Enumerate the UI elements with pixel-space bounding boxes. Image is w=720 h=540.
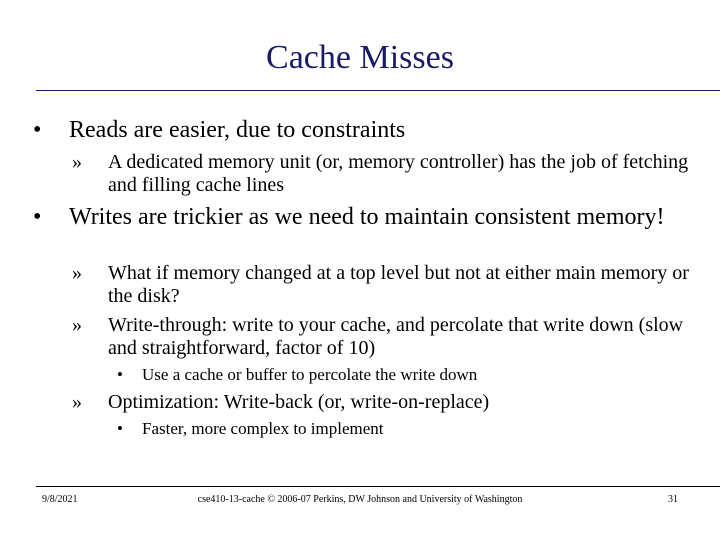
- sub-bullet-item: [72, 262, 690, 308]
- sub-sub-bullet-item: [117, 365, 677, 385]
- bullet-item: [33, 204, 693, 231]
- bullet-marker: •: [33, 204, 42, 230]
- footer-date: 9/8/2021: [42, 494, 78, 505]
- sub-bullet-text: Optimization: Write-back (or, write-on-replace): [108, 391, 490, 413]
- sub-bullet-text: What if memory changed at a top level but not at either main memory or the disk?: [108, 262, 689, 307]
- footer-page-number: 31: [668, 494, 678, 505]
- sub-sub-bullet-marker: •: [117, 365, 123, 384]
- sub-sub-bullet-item: [117, 419, 677, 439]
- sub-bullet-item: [72, 151, 690, 197]
- sub-sub-bullet-text: Use a cache or buffer to percolate the write down: [142, 365, 478, 384]
- sub-bullet-item: [72, 391, 690, 414]
- bullet-marker: •: [33, 117, 42, 143]
- title-divider: [36, 90, 720, 91]
- sub-bullet-text: A dedicated memory unit (or, memory controller) has the job of fetching and filling cache lines: [108, 151, 689, 196]
- sub-bullet-marker: »: [72, 151, 82, 173]
- bullet-item: [33, 117, 693, 144]
- sub-bullet-text: Write-through: write to your cache, and percolate that write down (slow and straightforward, factor of 10): [108, 314, 684, 359]
- bullet-text: Writes are trickier as we need to maintain consistent memory!: [69, 204, 665, 230]
- sub-sub-bullet-marker: •: [117, 419, 123, 438]
- bullet-text: Reads are easier, due to constraints: [69, 117, 406, 143]
- sub-bullet-marker: »: [72, 314, 82, 336]
- sub-sub-bullet-text: Faster, more complex to implement: [142, 419, 384, 438]
- sub-bullet-marker: »: [72, 262, 82, 284]
- footer-credit: cse410-13-cache © 2006-07 Perkins, DW Johnson and University of Washington: [197, 494, 523, 505]
- footer-divider: [36, 486, 720, 487]
- sub-bullet-item: [72, 314, 690, 360]
- sub-bullet-marker: »: [72, 391, 82, 413]
- slide-title: Cache Misses: [266, 39, 454, 76]
